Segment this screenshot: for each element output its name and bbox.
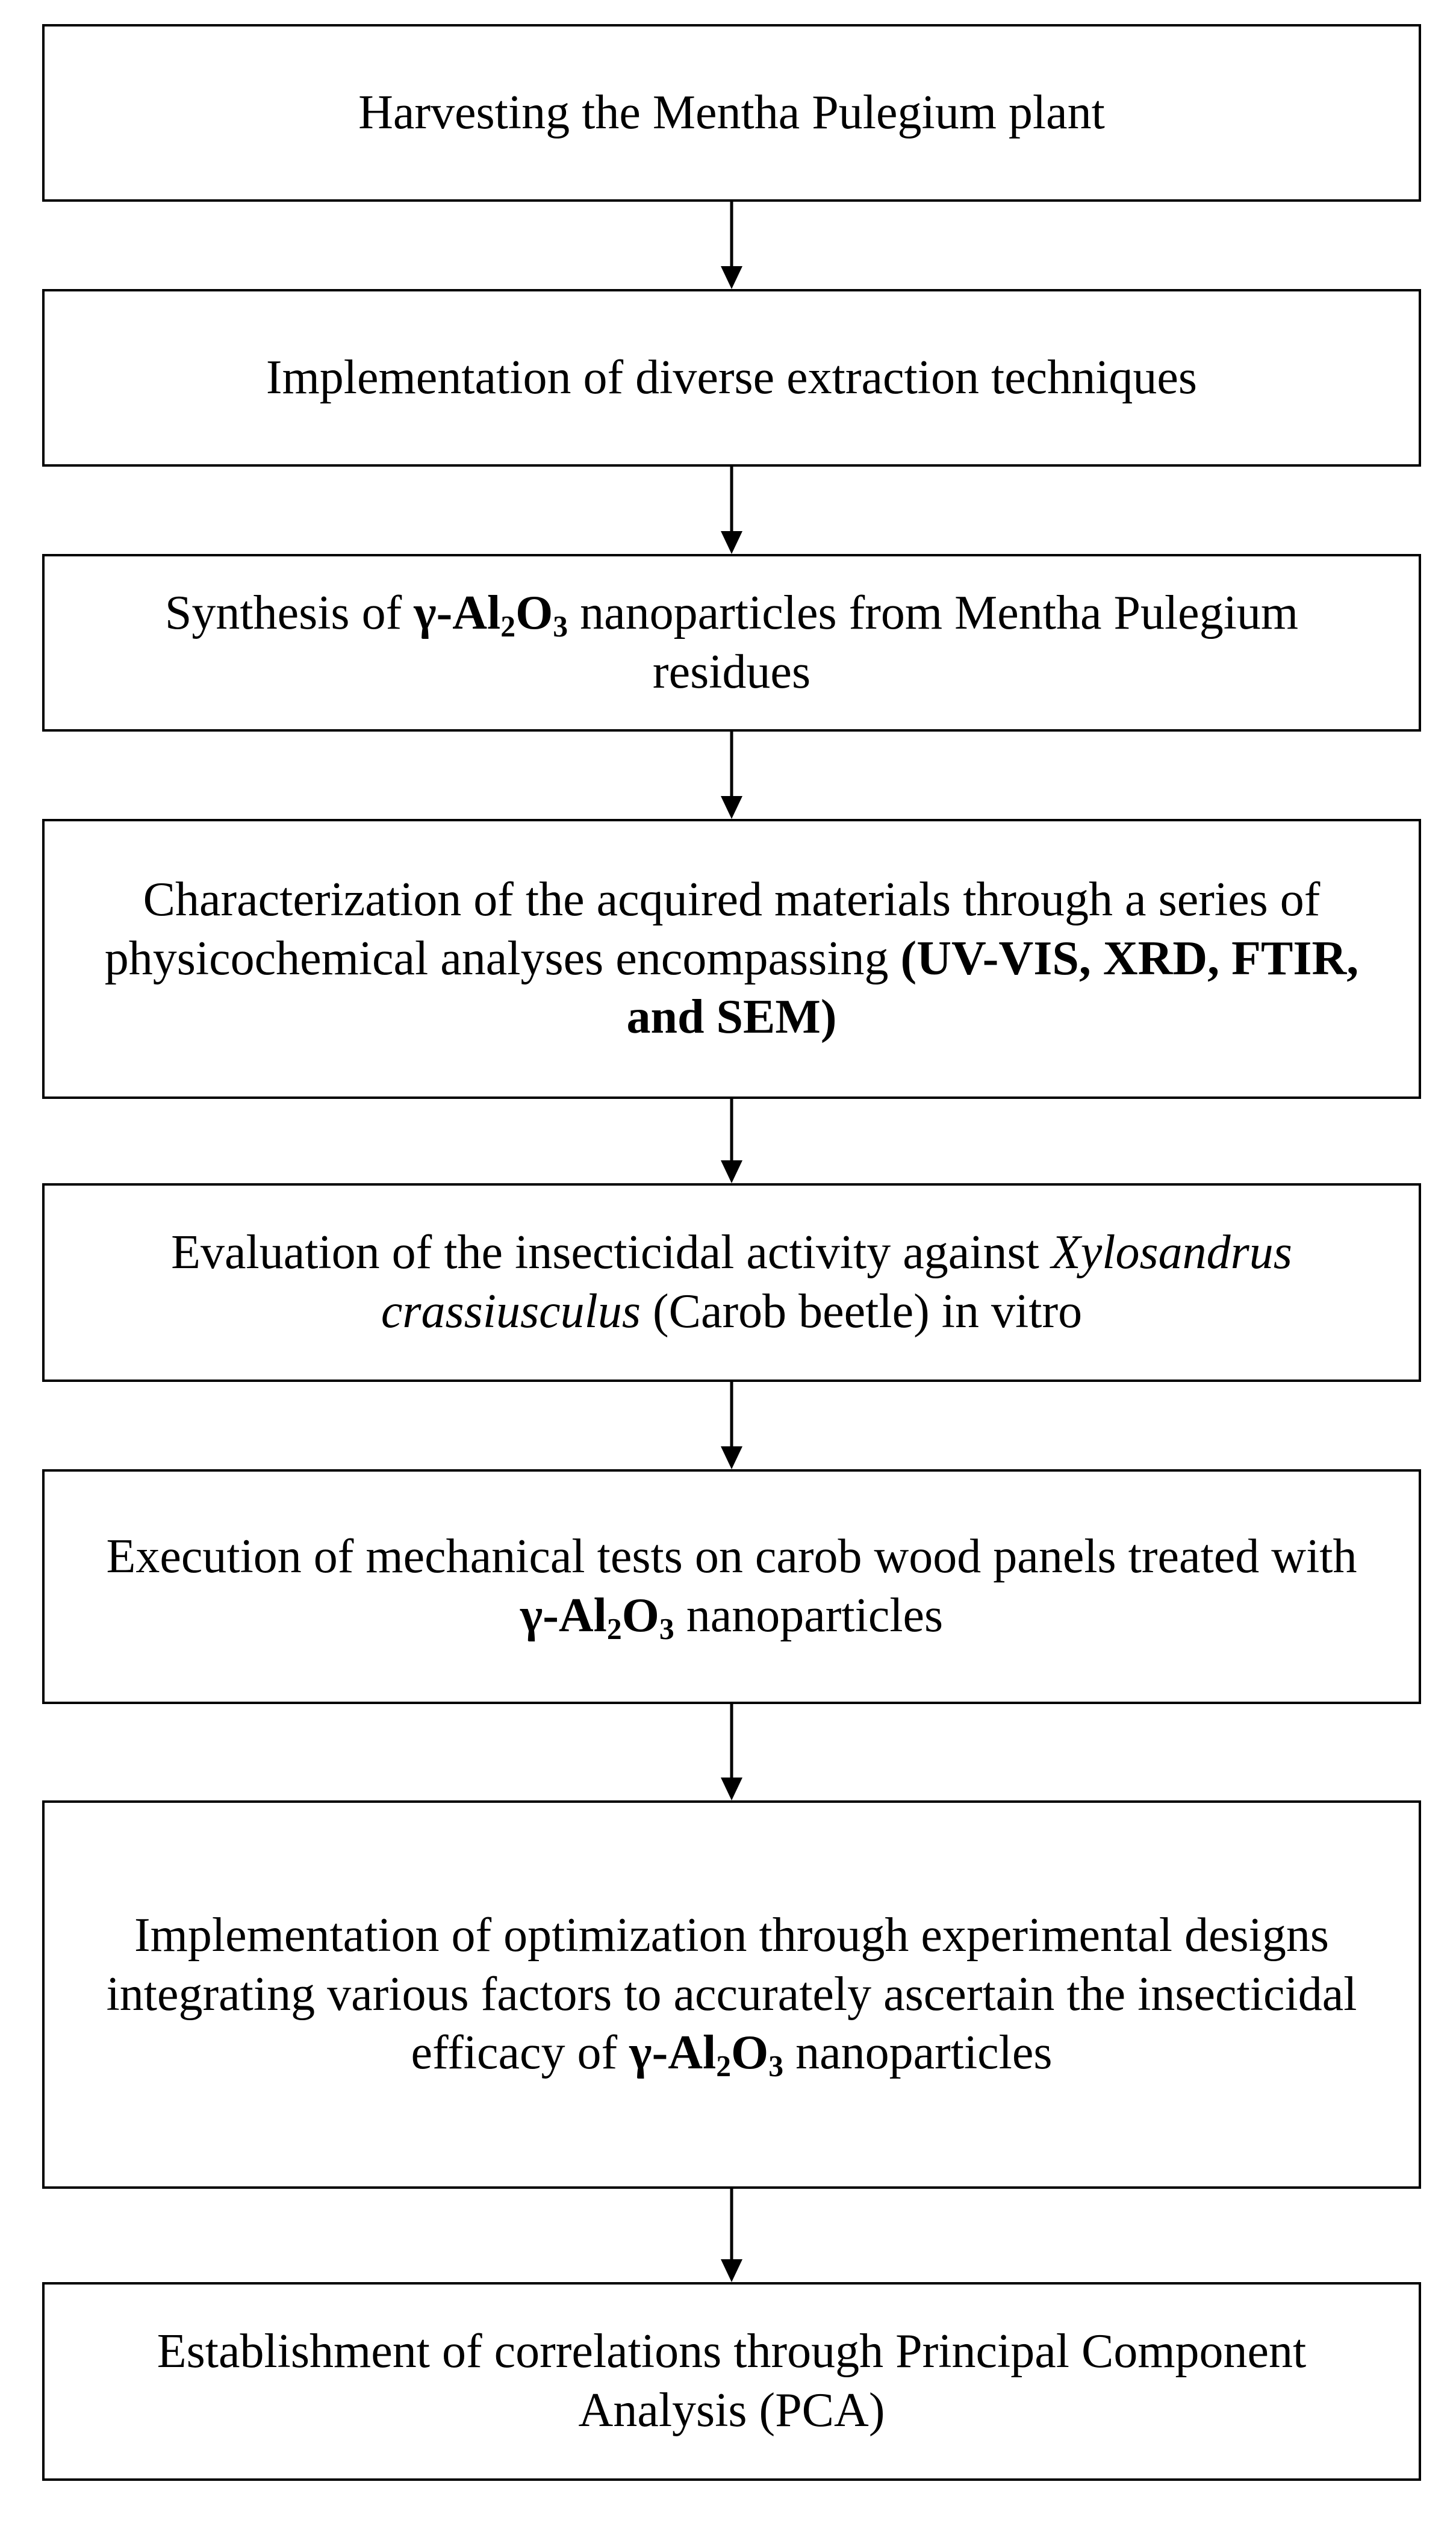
step-mechanical-post: nanoparticles <box>674 1589 944 1642</box>
step-synthesis-pre: Synthesis of <box>164 586 414 639</box>
arrow-head <box>721 1446 742 1469</box>
step-harvesting <box>42 24 1421 202</box>
step-mechanical-tests <box>42 1469 1421 1704</box>
analysis-methods: (UV-VIS, XRD, FTIR, and SEM) <box>626 932 1359 1044</box>
step-characterization-pre: Characterization of the acquired materials through a series of physicochemical analyses encompassing <box>104 873 1321 985</box>
step-synthesis <box>42 554 1421 732</box>
step-characterization <box>42 819 1421 1099</box>
step-optimization <box>42 1800 1421 2189</box>
step-optimization-pre: Implementation of optimization through experimental designs integrating various factors to accurately ascertain the insecticidal efficacy of <box>106 1909 1357 2080</box>
arrow-head <box>721 796 742 819</box>
gamma-alumina-formula: $\gamma-Al_2O_3$ <box>629 2026 784 2083</box>
arrow-head <box>721 1778 742 1800</box>
step-evaluation-pre: Evaluation of the insecticidal activity against <box>171 1226 1051 1280</box>
step-extraction-text: Implementation of diverse extraction techniques <box>266 350 1198 404</box>
step-harvesting-text: Harvesting the Mentha Pulegium plant <box>358 86 1105 139</box>
step-pca-text: Establishment of correlations through Principal Component Analysis (PCA) <box>157 2325 1307 2437</box>
step-synthesis-post: nanoparticles from Mentha Pulegium residues <box>568 586 1299 698</box>
step-evaluation-post: (Carob beetle) in vitro <box>641 1285 1083 1338</box>
step-optimization-post: nanoparticles <box>783 2026 1053 2080</box>
gamma-alumina-formula: $\gamma-Al_2O_3$ <box>520 1589 674 1646</box>
arrow-head <box>721 2259 742 2282</box>
species-name: Xylosandrus crassiusculus <box>381 1226 1292 1338</box>
step-evaluation <box>42 1183 1421 1382</box>
arrow-head <box>721 1160 742 1183</box>
arrow-head <box>721 531 742 554</box>
arrow-head <box>721 266 742 289</box>
gamma-alumina-formula: $\gamma-Al_2O_3$ <box>414 586 568 643</box>
step-pca <box>42 2282 1421 2481</box>
step-mechanical-pre: Execution of mechanical tests on carob wood panels treated with <box>106 1530 1357 1584</box>
step-extraction <box>42 289 1421 467</box>
